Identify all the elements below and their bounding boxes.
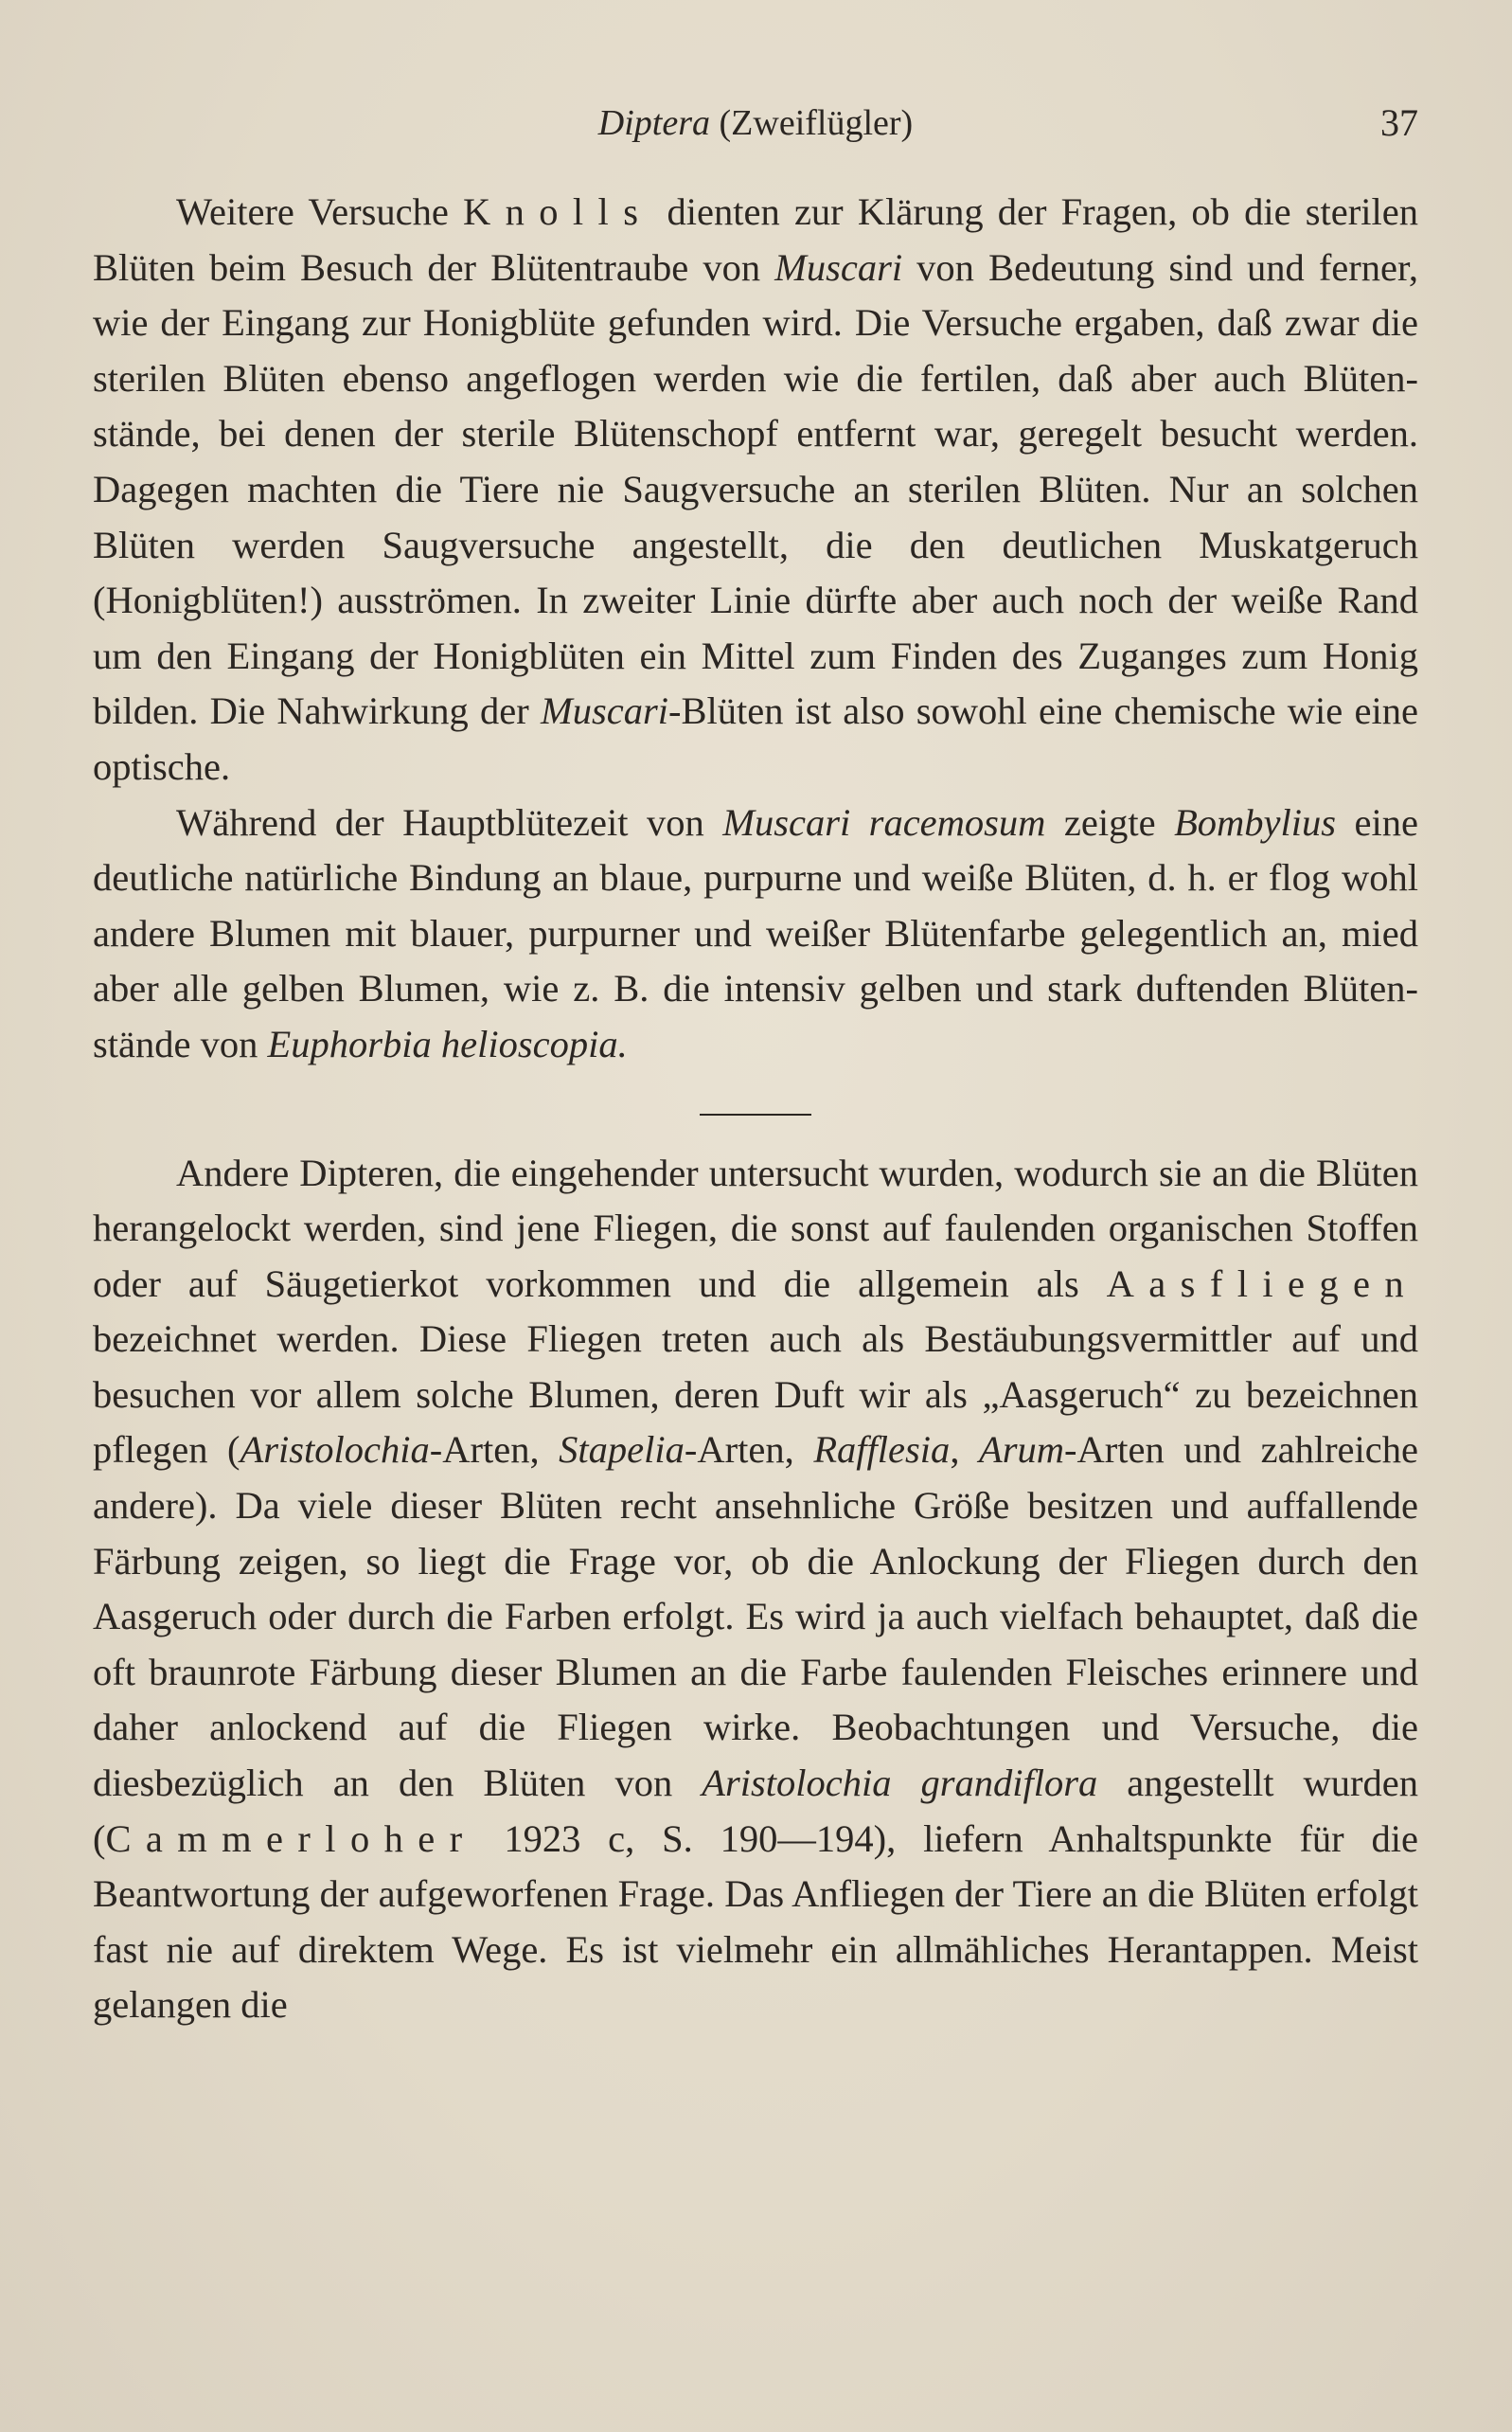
- text-run: -Arten und zahlreiche andere). Da viele dieser Blüten recht ansehnliche Größe besitzen und auffallende Färbung zeigen, so liegt die Frage vor, ob die Anlockung der Fliegen durch den Aasgeruch oder durch die Farben erfolgt. Es wird ja auch vielfach behauptet, daß die oft braunrote Färbung dieser Blumen an die Farbe faulenden Fleisches erinnere und daher anlockend auf die Fliegen wirke. Beobachtungen und Versuche, die diesbezüglich an den Blüten von: [93, 1428, 1418, 1805]
- text-run: Andere Dipteren, die eingehender untersucht wurden, wodurch sie an die Blüten herangelockt werden, sind jene Fliegen, die sonst auf faulenden organischen Stoffen oder auf Säugetierkot vorkommen und die allgemein als: [93, 1151, 1418, 1305]
- paragraph-2: [93, 796, 1418, 1073]
- running-head-title: [93, 95, 1418, 152]
- body-text: [93, 185, 1418, 2033]
- running-head-title-italic: Diptera: [597, 103, 711, 143]
- italic-term: Arum: [979, 1428, 1065, 1472]
- spaced-name: Aasfliegen: [1106, 1261, 1418, 1305]
- spaced-name: Cammerloher: [105, 1816, 477, 1860]
- text-run: -Arten,: [684, 1428, 814, 1472]
- text-run: von Bedeutung sind und ferner, wie der Eingang zur Honigblüte gefunden wird. Die Versuche ergaben, daß zwar die sterilen Blüten ebenso angeflogen werden wie die fertilen, daß aber auch Blütenstände, bei denen der sterile Blütenschopf entfernt war, geregelt besucht werden. Dagegen machten die Tiere nie Saugversuche an sterilen Blüten. Nur an solchen Blüten werden Saugversuche angestellt, die den deutlichen Muskatgeruch (Honigblüten!) ausströmen. In zweiter Linie dürfte aber auch noch der weiße Rand um den Eingang der Honigblüten ein Mittel zum Finden des Zuganges zum Honig bilden. Die Nahwirkung der: [93, 245, 1418, 733]
- text-run: eine deutliche natürliche Bindung an blaue, purpurne und weiße Blüten, d. h. er flog wohl andere Blumen mit blauer, purpurner und weißer Blütenfarbe gelegentlich an, mied aber alle gelben Blumen, wie z. B. die intensiv gelben und stark duftenden Blütenstände von: [93, 800, 1418, 1065]
- paragraph-1: [93, 185, 1418, 796]
- text-run: zeigte: [1045, 800, 1175, 844]
- running-head-title-rest: (Zweiflügler): [710, 103, 914, 143]
- text-run: angestellt wurden (: [93, 1761, 1418, 1860]
- text-run: -Arten,: [429, 1428, 560, 1472]
- italic-term: Muscari racemosum: [722, 800, 1046, 844]
- text-run: dienten zur Klärung der Fragen, ob die sterilen Blüten beim Besuch der Blütentraube von: [93, 190, 1419, 289]
- text-run: 1923 c, S. 190—194), liefern Anhaltspunkte für die Beantwortung der aufgeworfenen Frage. Das Anfliegen der Tiere an die Blüten erfolgt fast nie auf direktem Wege. Es ist vielmehr ein allmähliches Herantappen. Meist gelangen die: [93, 1816, 1418, 2027]
- text-run: Während der Hauptblütezeit von: [176, 800, 723, 844]
- running-head: [93, 95, 1418, 152]
- text-run: ,: [950, 1428, 980, 1472]
- italic-term: Euphorbia helioscopia.: [267, 1022, 628, 1065]
- italic-term: Aristolochia grandiflora: [702, 1761, 1098, 1805]
- italic-term: Muscari: [540, 689, 668, 733]
- text-run: bezeichnet werden. Diese Fliegen treten auch als Bestäubungsvermittler auf und besuchen vor allem solche Blumen, deren Duft wir als „Aasgeruch“ zu bezeichnen pflegen (: [93, 1317, 1418, 1472]
- italic-term: Aristolochia: [240, 1428, 430, 1472]
- text-run: -Blüten ist also sowohl eine chemische wie eine optische.: [93, 689, 1418, 788]
- section-divider-rule: [700, 1114, 811, 1116]
- italic-term: Stapelia: [559, 1428, 685, 1472]
- text-run: Weitere Versuche: [176, 190, 463, 233]
- italic-term: Bombylius: [1174, 800, 1337, 844]
- spaced-name: Knolls: [463, 190, 653, 233]
- italic-term: Muscari: [774, 245, 903, 289]
- paragraph-3: [93, 1146, 1418, 2034]
- italic-term: Rafflesia: [813, 1428, 951, 1472]
- page-number: 37: [1380, 101, 1418, 144]
